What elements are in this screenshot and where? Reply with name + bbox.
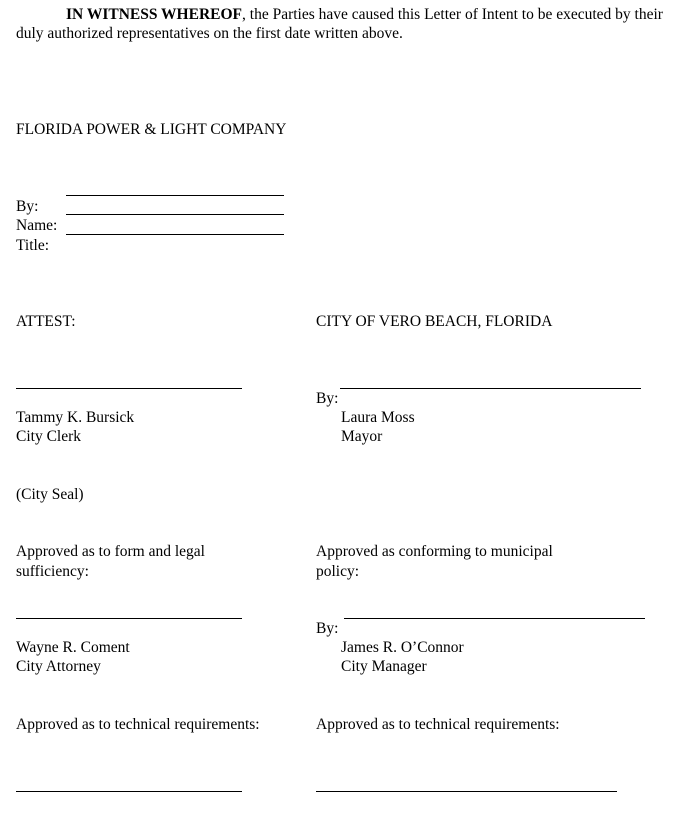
fpl-by-label: By: — [16, 198, 39, 215]
fpl-name-line — [66, 214, 284, 215]
fpl-company-name: FLORIDA POWER & LIGHT COMPANY — [16, 121, 287, 138]
legal-approval-line1: Approved as to form and legal — [16, 543, 205, 560]
policy-signer-title: City Manager — [341, 658, 427, 675]
fpl-by-signature-line — [66, 195, 284, 196]
fpl-title-label: Title: — [16, 237, 50, 254]
technical-approval-left: Approved as to technical requirements: — [16, 716, 260, 733]
policy-signature-line — [344, 618, 645, 619]
legal-signer-title: City Attorney — [16, 658, 101, 675]
attest-label: ATTEST: — [16, 313, 76, 330]
technical-right-signature-line — [316, 791, 617, 792]
fpl-title-line — [66, 234, 284, 235]
witness-text: , the Parties have caused this Letter of Intent to be executed by their duly authorized representatives on the first date written above. — [16, 6, 663, 42]
technical-approval-right: Approved as to technical requirements: — [316, 716, 560, 733]
city-name: CITY OF VERO BEACH, FLORIDA — [316, 313, 553, 330]
attest-signature-line — [16, 388, 242, 389]
city-signer-name: Laura Moss — [341, 409, 415, 426]
witness-lead: IN WITNESS WHEREOF — [66, 6, 243, 23]
legal-signature-line — [16, 618, 242, 619]
attest-signer-title: City Clerk — [16, 428, 82, 445]
policy-by-label: By: — [316, 620, 339, 637]
fpl-name-label: Name: — [16, 217, 58, 234]
legal-approval-line2: sufficiency: — [16, 563, 89, 580]
policy-approval-line1: Approved as conforming to municipal — [316, 543, 553, 560]
policy-signer-name: James R. O’Connor — [341, 639, 464, 656]
city-signature-line — [340, 388, 641, 389]
city-seal-label: (City Seal) — [16, 486, 84, 503]
city-signer-title: Mayor — [341, 428, 383, 445]
city-by-label: By: — [316, 390, 339, 407]
policy-approval-line2: policy: — [316, 563, 360, 580]
legal-signer-name: Wayne R. Coment — [16, 639, 130, 656]
technical-left-signature-line — [16, 791, 242, 792]
attest-signer-name: Tammy K. Bursick — [16, 409, 135, 426]
witness-paragraph — [16, 5, 676, 43]
